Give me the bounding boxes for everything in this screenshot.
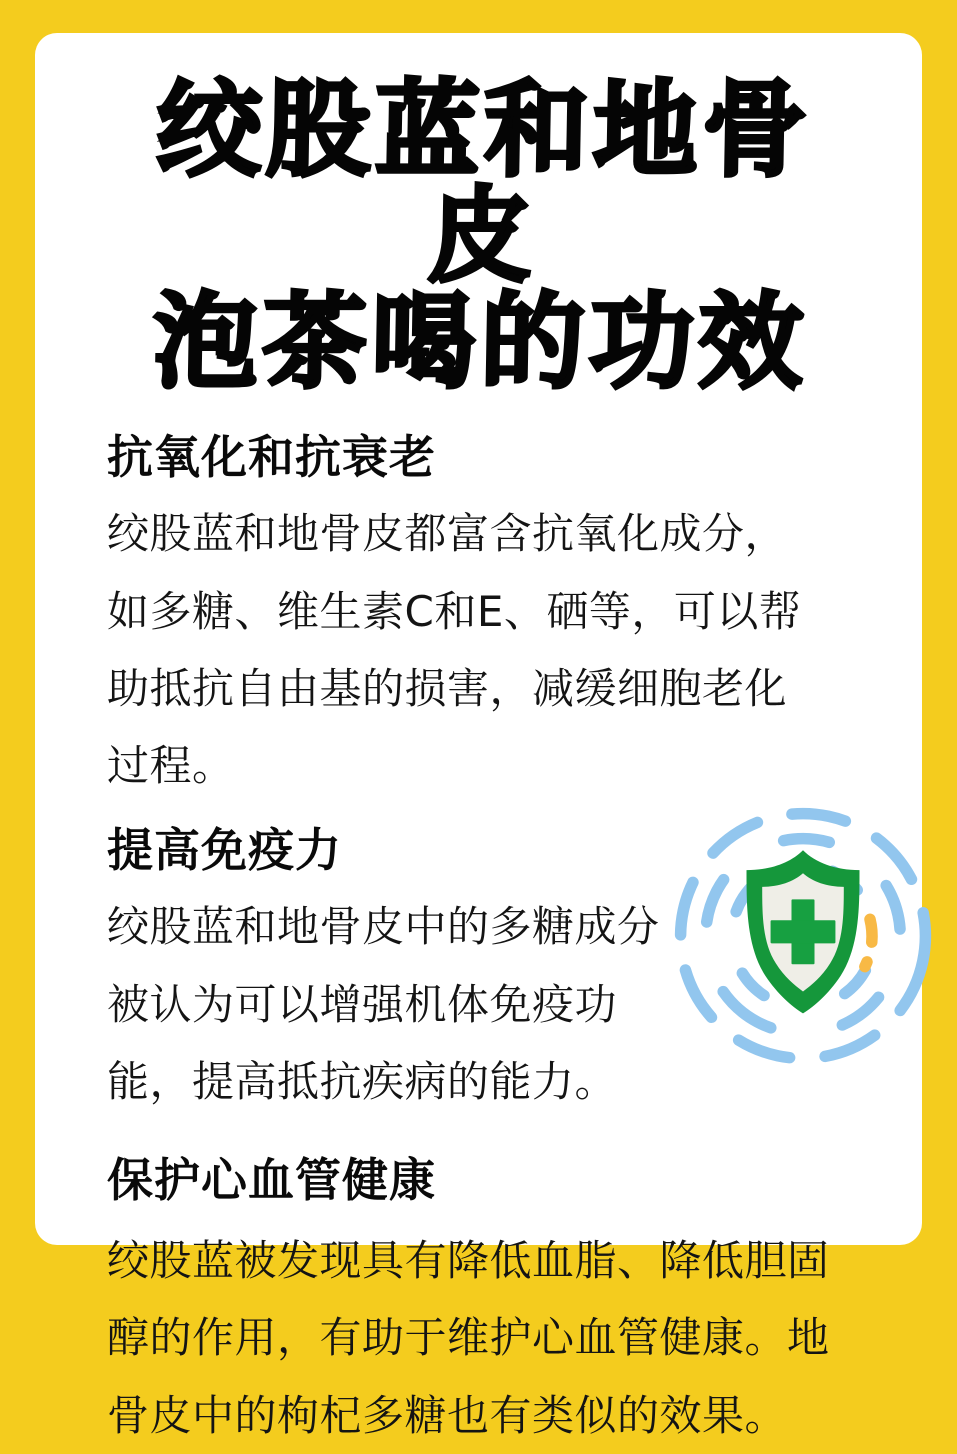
section-immunity-heading: 提高免疫力 <box>107 823 342 878</box>
section-immunity <box>107 814 898 1130</box>
title-line-2: 泡茶喝的功效 <box>152 281 809 404</box>
poster-card <box>35 33 922 1440</box>
section-antioxidant-heading: 抗氧化和抗衰老 <box>107 430 436 485</box>
poster-title <box>104 69 861 404</box>
section-cardio-heading: 保护心血管健康 <box>107 1153 436 1208</box>
section-immunity-body: 绞股蓝和地骨皮中的多糖成分被认为可以增强机体免疫功能，提高抵抗疾病的能力。 <box>107 902 660 1106</box>
section-cardio-body: 绞股蓝被发现具有降低血脂、降低胆固醇的作用，有助于维护心血管健康。地骨皮中的枸杞多糖也有类似的效果。 <box>107 1236 830 1440</box>
section-immunity-text <box>107 814 667 1130</box>
immunity-shield-icon <box>667 796 939 1076</box>
shield-illustration <box>667 796 939 1076</box>
title-line-1: 绞股蓝和地骨皮 <box>156 69 813 298</box>
section-cardio <box>107 1144 858 1454</box>
section-antioxidant <box>107 421 858 804</box>
section-antioxidant-body: 绞股蓝和地骨皮都富含抗氧化成分，如多糖、维生素C和E、硒等，可以帮助抵抗自由基的损害，减缓细胞老化过程。 <box>107 509 802 791</box>
